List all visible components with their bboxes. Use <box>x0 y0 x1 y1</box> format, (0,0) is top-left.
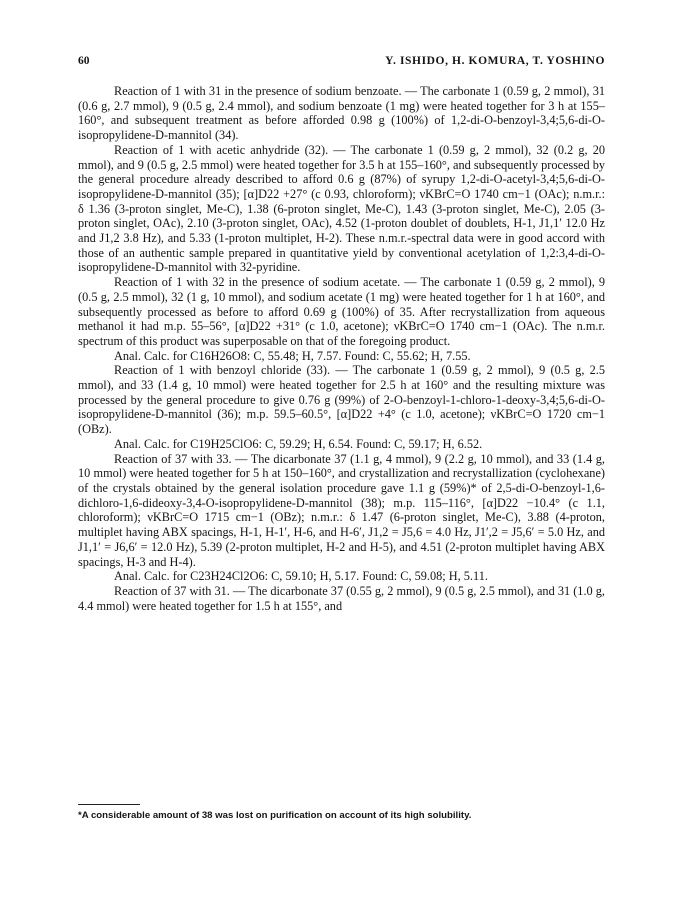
footnote-divider <box>78 804 140 805</box>
paragraph-analysis-36: Anal. Calc. for C19H25ClO6: C, 59.29; H, 6.54. Found: C, 59.17; H, 6.52. <box>114 436 483 451</box>
footnote: *A considerable amount of 38 was lost on purification on account of its high solubility. <box>78 810 472 821</box>
page-number: 60 <box>78 55 90 67</box>
body-text <box>78 84 605 613</box>
page-header <box>78 55 605 73</box>
running-head-authors: Y. ISHIDO, H. KOMURA, T. YOSHINO <box>385 55 605 67</box>
paragraph-reaction-1-benzoyl-chloride: Reaction of 1 with benzoyl chloride (33). — The carbonate 1 (0.59 g, 2 mmol), 9 (0.5 g, 2.5 mmol), and 33 (1.4 g, 10 mmol) were heated together for 2.5 h at 160° and the resulting mixture was processed by the general procedure to give 0.76 g (99%) of 2-O-benzoyl-1-chloro-1-deoxy-3,4;5,6-di-O-isopropylidene-D-mannitol (36); m.p. 59.5–60.5°, [α]D22 +4° (c 1.0, acetone); νKBrC=O 1720 cm−1 (OBz). <box>78 363 605 437</box>
paragraph-reaction-37-33: Reaction of 37 with 33. — The dicarbonate 37 (1.1 g, 4 mmol), 9 (2.2 g, 10 mmol), and 33 (1.4 g, 10 mmol) were heated together for 5 h at 150–160°, and crystallization and recrystallization (cyclohexane) of the crystals obtained by the general isolation procedure gave 1.1 g (59%)* of 2,5-di-O-benzoyl-1,6-dichloro-1,6-dideoxy-3,4-O-isopropylidene-D-mannitol (38); m.p. 115–116°, [α]D22 −10.4° (c 1.1, chloroform); νKBrC=O 1715 cm−1 (OBz); n.m.r.: δ 1.47 (6-proton singlet, Me-C), 3.88 (4-proton, multiplet having ABX spacings, H-1, H-1′, H-6, and H-6′, J1,2 = J5,6 = 4.0 Hz, J1′,2 = J5,6′ = 5.0 Hz, and J1,1′ = J6,6′ = 12.0 Hz), 5.39 (2-proton multiplet, H-2 and H-5), and 4.51 (2-proton multiplet having ABX spacings, H-3 and H-4). <box>78 451 605 569</box>
paragraph-reaction-1-acetic-anhydride: Reaction of 1 with acetic anhydride (32). — The carbonate 1 (0.59 g, 2 mmol), 32 (0.2 g, 20 mmol), and 9 (0.5 g, 2.5 mmol) were heated together for 3.5 h at 155–160°, and subsequently processed by the general procedure already described to afford 0.6 g (87%) of syrupy 1,2-di-O-acetyl-3,4;5,6-di-O-isopropylidene-D-mannitol (35); [α]D22 +27° (c 0.93, chloroform); νKBrC=O 1740 cm−1 (OAc); n.m.r.: δ 1.36 (3-proton singlet, Me-C), 1.38 (6-proton singlet, Me-C), 1.43 (3-proton singlet, Me-C), 2.05 (3-proton singlet, OAc), 2.10 (3-proton singlet, OAc), 4.52 (1-proton doublet of doublets, H-1, J1,1′ 12.0 Hz and J1,2 3.8 Hz), and 5.33 (1-proton multiplet, H-2). These n.m.r.-spectral data were in good accord with those of an authentic sample prepared in quantitative yield by conventional acetylation of 1,2:3,4-di-O-isopropylidene-D-mannitol with 32-pyridine. <box>78 142 605 275</box>
paragraph-reaction-1-32-acetate: Reaction of 1 with 32 in the presence of sodium acetate. — The carbonate 1 (0.59 g, 2 mmol), 9 (0.5 g, 2.5 mmol), 32 (1 g, 10 mmol), and sodium acetate (1 mg) were heated together for 1 h at 160°, and subsequently processed as before to afford 0.69 g (100%) of 35. After recrystallization from aqueous methanol it had m.p. 55–56°, [α]D22 +31° (c 1.0, acetone); νKBrC=O 1740 cm−1 (OAc). The n.m.r. spectrum of this product was superposable on that of the foregoing product. <box>78 275 605 348</box>
paragraph-reaction-1-31-benzoate: Reaction of 1 with 31 in the presence of sodium benzoate. — The carbonate 1 (0.59 g, 2 mmol), 31 (0.6 g, 2.7 mmol), 9 (0.5 g, 2.4 mmol), and sodium benzoate (1 mg) were heated together for 3 h at 155–160°, and subsequent treatment as before afforded 0.98 g (100%) of 1,2-di-O-benzoyl-3,4;5,6-di-O-isopropylidene-D-mannitol (34). <box>78 84 605 143</box>
paragraph-analysis-38: Anal. Calc. for C23H24Cl2O6: C, 59.10; H, 5.17. Found: C, 59.08; H, 5.11. <box>114 569 488 584</box>
paragraph-reaction-37-31: Reaction of 37 with 31. — The dicarbonate 37 (0.55 g, 2 mmol), 9 (0.5 g, 2.5 mmol), and 31 (1.0 g, 4.4 mmol) were heated together for 1.5 h at 155°, and <box>78 583 605 613</box>
paragraph-analysis-35: Anal. Calc. for C16H26O8: C, 55.48; H, 7.57. Found: C, 55.62; H, 7.55. <box>114 348 471 363</box>
